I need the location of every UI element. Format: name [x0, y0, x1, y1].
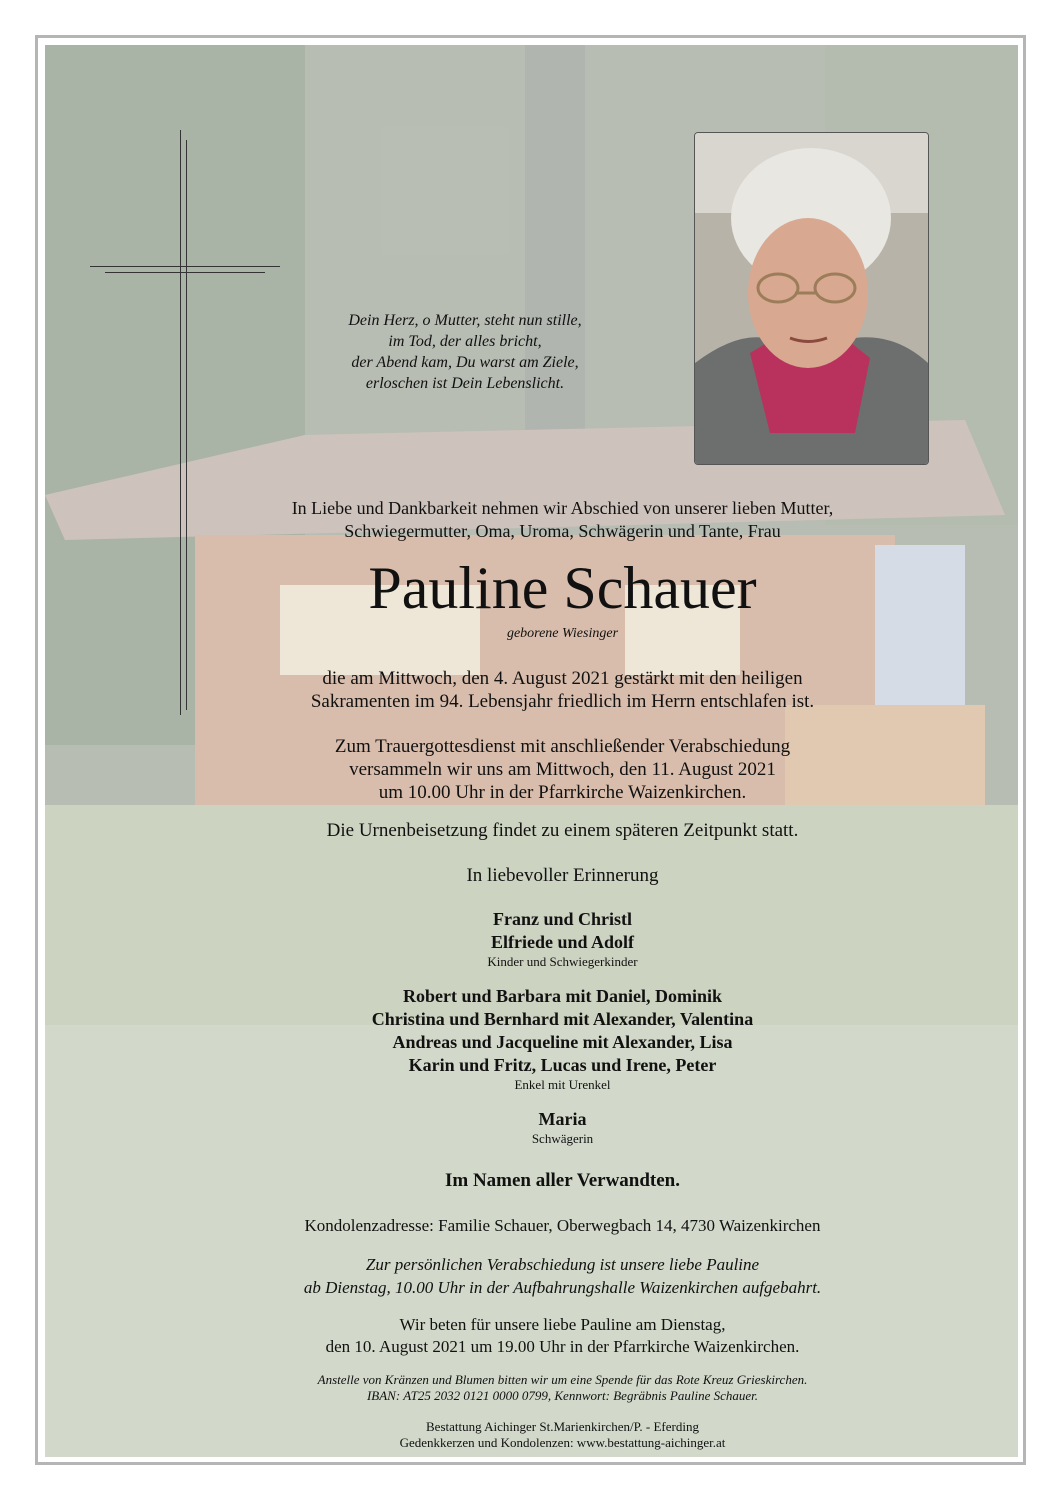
prayer-info	[200, 1314, 925, 1358]
donation-line: IBAN: AT25 2032 0121 0000 0799, Kennwort: Begräbnis Pauline Schauer.	[366, 1388, 759, 1403]
viewing-info	[200, 1253, 925, 1299]
prayer-line: den 10. August 2021 um 19.00 Uhr in der Pfarrkirche Waizenkirchen.	[325, 1337, 800, 1356]
service-line: Zum Trauergottesdienst mit anschließender Verabschiedung	[334, 736, 791, 757]
death-notice	[200, 667, 925, 713]
cross-line	[90, 266, 280, 267]
family-group-sister-in-law	[200, 1108, 925, 1147]
death-notice-line: die am Mittwoch, den 4. August 2021 gestärkt mit den heiligen	[322, 668, 803, 689]
intro-text	[200, 497, 925, 543]
family-name: Robert und Barbara mit Daniel, Dominik	[402, 986, 723, 1006]
intro-line: In Liebe und Dankbarkeit nehmen wir Abschied von unserer lieben Mutter,	[291, 498, 834, 518]
footer-line: Bestattung Aichinger St.Marienkirchen/P. - Eferding	[426, 1419, 699, 1434]
poem-line: Dein Herz, o Mutter, steht nun stille,	[348, 312, 582, 329]
family-name: Maria	[538, 1109, 587, 1129]
portrait-image	[695, 133, 928, 464]
poem-line: im Tod, der alles bricht,	[388, 333, 542, 350]
death-notice-line: Sakramenten im 94. Lebensjahr friedlich im Herrn entschlafen ist.	[310, 691, 815, 712]
family-group-grandchildren	[200, 985, 925, 1093]
service-line: versammeln wir uns am Mittwoch, den 11. August 2021	[349, 759, 776, 780]
family-relation: Schwägerin	[531, 1131, 594, 1146]
donation-line: Anstelle von Kränzen und Blumen bitten wir um eine Spende für das Rote Kreuz Grieskirchen.	[317, 1372, 808, 1387]
service-line: um 10.00 Uhr in der Pfarrkirche Waizenkirchen.	[378, 782, 747, 803]
family-relation: Kinder und Schwiegerkinder	[487, 954, 638, 969]
cross-line	[186, 140, 187, 710]
family-name: Karin und Fritz, Lucas und Irene, Peter	[408, 1055, 717, 1075]
intro-line: Schwiegermutter, Oma, Uroma, Schwägerin und Tante, Frau	[344, 521, 781, 541]
urn-notice: Die Urnenbeisetzung findet zu einem späteren Zeitpunkt statt.	[326, 820, 799, 841]
donation-info	[200, 1372, 925, 1404]
viewing-line: Zur persönlichen Verabschiedung ist unsere liebe Pauline	[365, 1255, 760, 1274]
cross-line	[180, 130, 181, 715]
poem-line: erloschen ist Dein Lebenslicht.	[365, 375, 565, 392]
footer	[200, 1419, 925, 1451]
family-group-children	[200, 908, 925, 970]
poem-line: der Abend kam, Du warst am Ziele,	[351, 354, 579, 371]
service-info	[200, 735, 925, 804]
portrait-photo	[694, 132, 929, 465]
family-name: Franz und Christl	[492, 909, 633, 929]
family-name: Christina und Bernhard mit Alexander, Valentina	[371, 1009, 754, 1029]
poem	[255, 310, 675, 394]
maiden-name: geborene Wiesinger	[506, 626, 619, 641]
footer-link[interactable]: Gedenkkerzen und Kondolenzen: www.bestattung-aichinger.at	[399, 1435, 726, 1450]
family-name: Elfriede und Adolf	[490, 932, 635, 952]
deceased-name: Pauline Schauer	[368, 555, 757, 621]
condolence-address: Kondolenzadresse: Familie Schauer, Oberwegbach 14, 4730 Waizenkirchen	[304, 1216, 821, 1235]
prayer-line: Wir beten für unsere liebe Pauline am Dienstag,	[399, 1315, 726, 1334]
viewing-line: ab Dienstag, 10.00 Uhr in der Aufbahrungshalle Waizenkirchen aufgebahrt.	[303, 1278, 822, 1297]
memory-heading: In liebevoller Erinnerung	[466, 865, 659, 886]
family-relation: Enkel mit Urenkel	[514, 1077, 611, 1092]
relatives-line: Im Namen aller Verwandten.	[444, 1170, 681, 1191]
cross-line	[105, 272, 265, 273]
family-name: Andreas und Jacqueline mit Alexander, Lisa	[392, 1032, 733, 1052]
